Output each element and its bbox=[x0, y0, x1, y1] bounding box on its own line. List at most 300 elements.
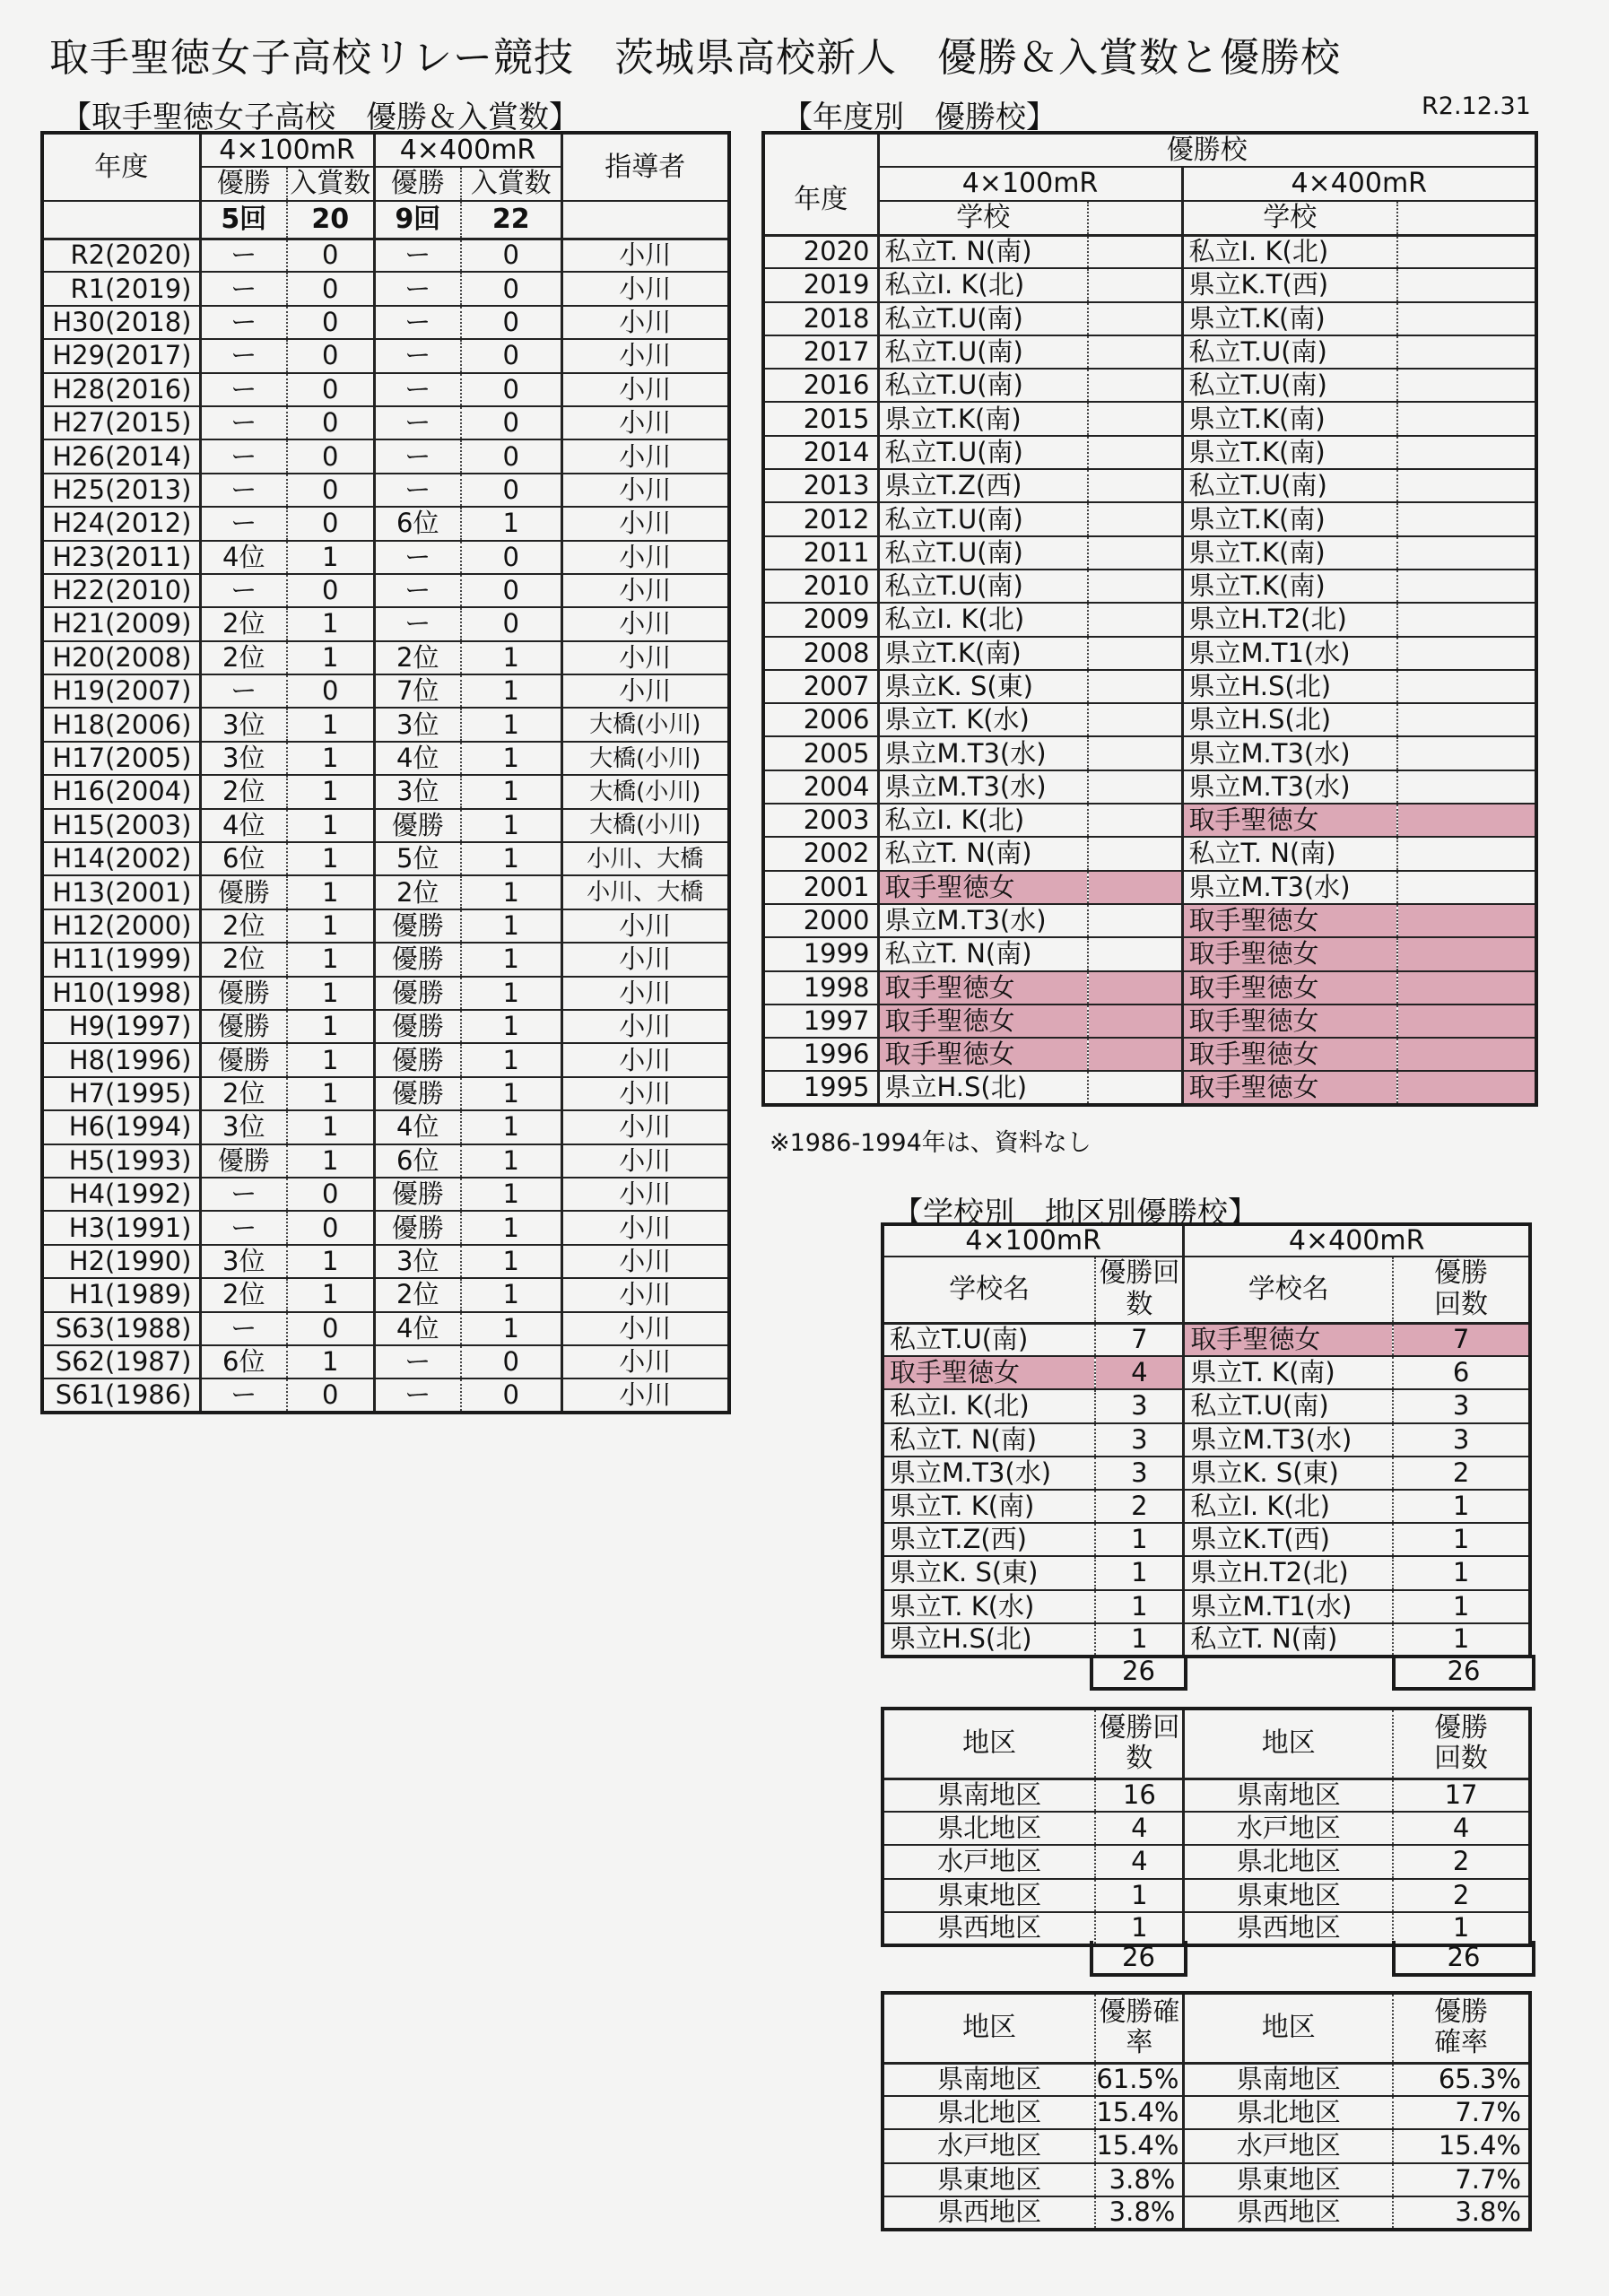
winners-100-school-cell: 県立M.T3(水) bbox=[878, 904, 1088, 937]
records-row bbox=[42, 239, 729, 272]
records-400-win-cell: ー bbox=[374, 607, 461, 640]
winners-400-school-cell: 県立T.K(南) bbox=[1182, 436, 1397, 469]
by-rate-100-rate-cell: 15.4% bbox=[1095, 2129, 1184, 2162]
records-400-win-cell: ー bbox=[374, 239, 461, 272]
records-year-cell: H10(1998) bbox=[42, 977, 200, 1010]
winners-row bbox=[763, 502, 1536, 535]
records-400-win-cell: 6位 bbox=[374, 1144, 461, 1178]
winners-400-blank-cell bbox=[1397, 804, 1536, 837]
records-row bbox=[42, 1178, 729, 1211]
by-region-total-100: 26 bbox=[1090, 1941, 1187, 1977]
winners-400-school-cell: 私立T. N(南) bbox=[1182, 837, 1397, 870]
records-year-cell: H23(2011) bbox=[42, 541, 200, 574]
records-coach-cell: 小川 bbox=[561, 339, 729, 372]
by-region-100-region-cell: 県東地区 bbox=[883, 1879, 1095, 1912]
records-row bbox=[42, 1043, 729, 1076]
records-row bbox=[42, 339, 729, 372]
by-region-100-region-cell: 水戸地区 bbox=[883, 1845, 1095, 1878]
by-school-100-count-cell: 1 bbox=[1095, 1623, 1184, 1657]
records-year-cell: H28(2016) bbox=[42, 373, 200, 406]
records-400-win-cell: 優勝 bbox=[374, 1043, 461, 1076]
by-school-400-name-cell: 私立I. K(北) bbox=[1184, 1490, 1393, 1523]
winners-row bbox=[763, 469, 1536, 502]
records-h-400: 4×400mR bbox=[374, 133, 561, 167]
records-row bbox=[42, 574, 729, 607]
by-school-100-name-cell: 県立T. K(水) bbox=[883, 1590, 1095, 1623]
records-year-cell: H12(2000) bbox=[42, 909, 200, 943]
by-rate-row bbox=[883, 2063, 1530, 2096]
records-coach-cell: 小川、大橋 bbox=[561, 842, 729, 875]
winners-year-cell: 2010 bbox=[763, 570, 878, 603]
records-400-prize-cell: 0 bbox=[461, 339, 561, 372]
winners-100-blank-cell bbox=[1088, 1071, 1182, 1104]
records-100-prize-cell: 1 bbox=[287, 775, 374, 808]
by-school-400-count-cell: 3 bbox=[1393, 1423, 1530, 1457]
winners-row bbox=[763, 335, 1536, 369]
winners-400-school-cell: 取手聖徳女 bbox=[1182, 937, 1397, 970]
records-100-win-cell: 優勝 bbox=[200, 1010, 287, 1043]
by-school-h-count-100: 優勝回数 bbox=[1095, 1257, 1184, 1323]
records-coach-cell: 小川 bbox=[561, 1211, 729, 1244]
by-school-100-count-cell: 3 bbox=[1095, 1423, 1184, 1457]
winners-400-blank-cell bbox=[1397, 670, 1536, 703]
winners-100-school-cell: 取手聖徳女 bbox=[878, 1004, 1088, 1038]
winners-100-blank-cell bbox=[1088, 302, 1182, 335]
records-coach-cell: 小川 bbox=[561, 272, 729, 305]
winners-100-blank-cell bbox=[1088, 837, 1182, 870]
winners-year-cell: 2019 bbox=[763, 268, 878, 301]
records-400-prize-cell: 0 bbox=[461, 541, 561, 574]
records-400-prize-cell: 0 bbox=[461, 1345, 561, 1378]
records-100-prize-cell: 0 bbox=[287, 674, 374, 708]
by-school-100-name-cell: 私立T. N(南) bbox=[883, 1423, 1095, 1457]
records-400-win-cell: 4位 bbox=[374, 1110, 461, 1144]
by-school-400-name-cell: 取手聖徳女 bbox=[1184, 1323, 1393, 1356]
winners-400-blank-cell bbox=[1397, 235, 1536, 268]
records-year-cell: H21(2009) bbox=[42, 607, 200, 640]
records-coach-cell: 小川 bbox=[561, 674, 729, 708]
by-school-h-100: 4×100mR bbox=[883, 1224, 1184, 1257]
records-h-win-100: 優勝 bbox=[200, 167, 287, 201]
records-year-cell: H4(1992) bbox=[42, 1178, 200, 1211]
records-400-prize-cell: 0 bbox=[461, 373, 561, 406]
records-year-cell: H20(2008) bbox=[42, 641, 200, 674]
records-coach-cell: 小川 bbox=[561, 977, 729, 1010]
records-year-cell: H2(1990) bbox=[42, 1245, 200, 1278]
winners-100-school-cell: 県立M.T3(水) bbox=[878, 770, 1088, 804]
records-100-win-cell: 2位 bbox=[200, 607, 287, 640]
winners-400-school-cell: 県立H.S(北) bbox=[1182, 670, 1397, 703]
records-coach-cell: 小川 bbox=[561, 406, 729, 439]
records-100-prize-cell: 1 bbox=[287, 541, 374, 574]
by-school-100-name-cell: 県立T. K(南) bbox=[883, 1490, 1095, 1523]
winners-400-blank-cell bbox=[1397, 502, 1536, 535]
winners-row bbox=[763, 1038, 1536, 1071]
winners-row bbox=[763, 436, 1536, 469]
winners-year-cell: 1995 bbox=[763, 1071, 878, 1104]
records-year-cell: H16(2004) bbox=[42, 775, 200, 808]
winners-400-school-cell: 取手聖徳女 bbox=[1182, 904, 1397, 937]
records-100-prize-cell: 1 bbox=[287, 1144, 374, 1178]
winners-100-school-cell: 私立I. K(北) bbox=[878, 804, 1088, 837]
by-school-400-count-cell: 1 bbox=[1393, 1623, 1530, 1657]
records-100-prize-cell: 0 bbox=[287, 1211, 374, 1244]
by-school-100-name-cell: 県立M.T3(水) bbox=[883, 1457, 1095, 1490]
winners-400-blank-cell bbox=[1397, 369, 1536, 402]
records-h-coach: 指導者 bbox=[561, 133, 729, 201]
winners-100-school-cell: 県立H.S(北) bbox=[878, 1071, 1088, 1104]
winners-100-school-cell: 県立T.Z(西) bbox=[878, 469, 1088, 502]
winners-400-blank-cell bbox=[1397, 570, 1536, 603]
records-coach-cell: 小川 bbox=[561, 1144, 729, 1178]
records-100-win-cell: ー bbox=[200, 406, 287, 439]
records-100-prize-cell: 0 bbox=[287, 507, 374, 540]
records-row bbox=[42, 842, 729, 875]
records-100-prize-cell: 0 bbox=[287, 1178, 374, 1211]
records-row bbox=[42, 1245, 729, 1278]
records-row bbox=[42, 1077, 729, 1110]
records-400-prize-cell: 1 bbox=[461, 1312, 561, 1345]
records-400-win-cell: ー bbox=[374, 373, 461, 406]
winners-100-blank-cell bbox=[1088, 971, 1182, 1004]
records-100-win-cell: 優勝 bbox=[200, 1043, 287, 1076]
records-100-win-cell: ー bbox=[200, 674, 287, 708]
winners-row bbox=[763, 871, 1536, 904]
by-rate-row bbox=[883, 2163, 1530, 2196]
by-school-100-name-cell: 県立H.S(北) bbox=[883, 1623, 1095, 1657]
records-total-100-prize: 20 bbox=[287, 201, 374, 239]
records-100-prize-cell: 0 bbox=[287, 272, 374, 305]
winners-400-school-cell: 取手聖徳女 bbox=[1182, 971, 1397, 1004]
by-school-400-count-cell: 2 bbox=[1393, 1457, 1530, 1490]
by-rate-100-region-cell: 県南地区 bbox=[883, 2063, 1095, 2096]
by-region-h-count-100: 優勝回数 bbox=[1095, 1709, 1184, 1779]
winners-400-school-cell: 県立M.T3(水) bbox=[1182, 736, 1397, 770]
winners-100-school-cell: 取手聖徳女 bbox=[878, 971, 1088, 1004]
records-coach-cell: 小川 bbox=[561, 1110, 729, 1144]
winners-400-school-cell: 県立T.K(南) bbox=[1182, 302, 1397, 335]
winners-year-cell: 2003 bbox=[763, 804, 878, 837]
by-rate-h-rate-100: 優勝確率 bbox=[1095, 1993, 1184, 2063]
records-row bbox=[42, 775, 729, 808]
by-rate-h-rate-400: 優勝確率 bbox=[1393, 1993, 1530, 2063]
records-100-win-cell: ー bbox=[200, 474, 287, 507]
winners-year-cell: 2011 bbox=[763, 536, 878, 570]
winners-row bbox=[763, 1071, 1536, 1104]
winners-h-winner: 優勝校 bbox=[878, 133, 1536, 167]
winners-100-school-cell: 私立T.U(南) bbox=[878, 302, 1088, 335]
by-region-row bbox=[883, 1812, 1530, 1845]
by-school-100-count-cell: 2 bbox=[1095, 1490, 1184, 1523]
records-coach-cell: 小川 bbox=[561, 373, 729, 406]
by-rate-h-region-400: 地区 bbox=[1184, 1993, 1393, 2063]
by-region-table bbox=[881, 1707, 1532, 1947]
records-400-prize-cell: 0 bbox=[461, 439, 561, 473]
winners-400-blank-cell bbox=[1397, 637, 1536, 670]
records-400-prize-cell: 1 bbox=[461, 1144, 561, 1178]
records-400-prize-cell: 0 bbox=[461, 474, 561, 507]
by-region-row bbox=[883, 1779, 1530, 1812]
winners-100-school-cell: 県立M.T3(水) bbox=[878, 736, 1088, 770]
by-rate-100-region-cell: 県北地区 bbox=[883, 2096, 1095, 2129]
winners-100-school-cell: 取手聖徳女 bbox=[878, 1038, 1088, 1071]
records-100-prize-cell: 0 bbox=[287, 574, 374, 607]
winners-100-school-cell: 私立I. K(北) bbox=[878, 268, 1088, 301]
winners-100-blank-cell bbox=[1088, 335, 1182, 369]
winners-400-school-cell: 県立M.T3(水) bbox=[1182, 871, 1397, 904]
records-year-cell: H13(2001) bbox=[42, 875, 200, 909]
records-100-win-cell: 2位 bbox=[200, 943, 287, 976]
by-school-400-name-cell: 私立T. N(南) bbox=[1184, 1623, 1393, 1657]
by-school-h-name-100: 学校名 bbox=[883, 1257, 1095, 1323]
winners-400-school-cell: 県立T.K(南) bbox=[1182, 402, 1397, 435]
records-400-win-cell: 2位 bbox=[374, 875, 461, 909]
records-section-title: 【取手聖徳女子高校 優勝＆入賞数】 bbox=[61, 100, 579, 135]
records-year-cell: H26(2014) bbox=[42, 439, 200, 473]
records-h-prize-400: 入賞数 bbox=[461, 167, 561, 201]
winners-h-year-top bbox=[763, 133, 878, 167]
winners-row bbox=[763, 369, 1536, 402]
by-rate-400-region-cell: 水戸地区 bbox=[1184, 2129, 1393, 2162]
records-400-win-cell: 優勝 bbox=[374, 977, 461, 1010]
by-rate-400-rate-cell: 65.3% bbox=[1393, 2063, 1530, 2096]
by-region-100-count-cell: 4 bbox=[1095, 1812, 1184, 1845]
records-h-year: 年度 bbox=[42, 133, 200, 201]
winners-400-blank-cell bbox=[1397, 904, 1536, 937]
by-school-400-count-cell: 1 bbox=[1393, 1590, 1530, 1623]
records-400-win-cell: ー bbox=[374, 406, 461, 439]
winners-400-blank-cell bbox=[1397, 937, 1536, 970]
by-school-400-count-cell: 6 bbox=[1393, 1356, 1530, 1389]
records-400-win-cell: 6位 bbox=[374, 507, 461, 540]
by-school-section-title: 【学校別 地区別優勝校】 bbox=[892, 1196, 1258, 1231]
winners-100-blank-cell bbox=[1088, 703, 1182, 736]
winners-100-blank-cell bbox=[1088, 804, 1182, 837]
records-100-win-cell: ー bbox=[200, 339, 287, 372]
winners-year-cell: 2005 bbox=[763, 736, 878, 770]
records-400-win-cell: 5位 bbox=[374, 842, 461, 875]
winners-h-blank-400 bbox=[1397, 201, 1536, 235]
records-400-prize-cell: 1 bbox=[461, 1278, 561, 1311]
by-rate-400-region-cell: 県東地区 bbox=[1184, 2163, 1393, 2196]
winners-row bbox=[763, 937, 1536, 970]
by-school-row bbox=[883, 1356, 1530, 1389]
records-100-win-cell: 6位 bbox=[200, 842, 287, 875]
records-100-win-cell: 6位 bbox=[200, 1345, 287, 1378]
winners-year-cell: 2002 bbox=[763, 837, 878, 870]
records-100-win-cell: 4位 bbox=[200, 541, 287, 574]
winners-100-school-cell: 私立T.U(南) bbox=[878, 536, 1088, 570]
records-year-cell: H27(2015) bbox=[42, 406, 200, 439]
by-school-table bbox=[881, 1222, 1532, 1658]
records-year-cell: S62(1987) bbox=[42, 1345, 200, 1378]
by-rate-400-rate-cell: 7.7% bbox=[1393, 2163, 1530, 2196]
winners-row bbox=[763, 536, 1536, 570]
records-400-win-cell: ー bbox=[374, 541, 461, 574]
records-400-win-cell: 3位 bbox=[374, 1245, 461, 1278]
records-400-prize-cell: 1 bbox=[461, 1245, 561, 1278]
records-row bbox=[42, 977, 729, 1010]
by-rate-400-region-cell: 県南地区 bbox=[1184, 2063, 1393, 2096]
records-100-win-cell: 3位 bbox=[200, 742, 287, 775]
winners-h-school-400: 学校 bbox=[1182, 201, 1397, 235]
records-year-cell: H29(2017) bbox=[42, 339, 200, 372]
records-row bbox=[42, 373, 729, 406]
records-year-cell: H11(1999) bbox=[42, 943, 200, 976]
records-100-win-cell: ー bbox=[200, 574, 287, 607]
records-400-win-cell: ー bbox=[374, 439, 461, 473]
records-100-prize-cell: 0 bbox=[287, 439, 374, 473]
by-school-400-count-cell: 7 bbox=[1393, 1323, 1530, 1356]
winners-year-cell: 2000 bbox=[763, 904, 878, 937]
records-coach-cell: 小川 bbox=[561, 641, 729, 674]
records-400-prize-cell: 1 bbox=[461, 1110, 561, 1144]
winners-400-blank-cell bbox=[1397, 770, 1536, 804]
winners-100-blank-cell bbox=[1088, 502, 1182, 535]
records-100-win-cell: ー bbox=[200, 272, 287, 305]
records-100-win-cell: 4位 bbox=[200, 809, 287, 842]
winners-h-school-100: 学校 bbox=[878, 201, 1088, 235]
records-100-prize-cell: 1 bbox=[287, 1010, 374, 1043]
by-school-row bbox=[883, 1389, 1530, 1422]
records-total-label-blank bbox=[42, 201, 200, 239]
records-400-prize-cell: 1 bbox=[461, 507, 561, 540]
winners-year-cell: 1998 bbox=[763, 971, 878, 1004]
records-year-cell: H3(1991) bbox=[42, 1211, 200, 1244]
winners-400-blank-cell bbox=[1397, 1004, 1536, 1038]
winners-100-school-cell: 私立T. N(南) bbox=[878, 235, 1088, 268]
by-school-total-100: 26 bbox=[1090, 1655, 1187, 1691]
records-400-prize-cell: 1 bbox=[461, 809, 561, 842]
records-h-win-400: 優勝 bbox=[374, 167, 461, 201]
winners-100-blank-cell bbox=[1088, 570, 1182, 603]
by-school-row bbox=[883, 1423, 1530, 1457]
by-rate-400-region-cell: 県北地区 bbox=[1184, 2096, 1393, 2129]
records-row bbox=[42, 541, 729, 574]
by-school-400-name-cell: 県立K. S(東) bbox=[1184, 1457, 1393, 1490]
by-rate-400-region-cell: 県西地区 bbox=[1184, 2196, 1393, 2230]
winners-year-cell: 2009 bbox=[763, 603, 878, 636]
records-row bbox=[42, 1010, 729, 1043]
records-100-prize-cell: 0 bbox=[287, 373, 374, 406]
records-year-cell: R1(2019) bbox=[42, 272, 200, 305]
winners-100-school-cell: 私立T. N(南) bbox=[878, 937, 1088, 970]
records-coach-cell: 小川 bbox=[561, 607, 729, 640]
date-stamp: R2.12.31 bbox=[1422, 92, 1531, 120]
by-region-400-count-cell: 17 bbox=[1393, 1779, 1530, 1812]
records-400-win-cell: 3位 bbox=[374, 708, 461, 741]
records-coach-cell: 小川 bbox=[561, 909, 729, 943]
winners-100-school-cell: 私立T.U(南) bbox=[878, 369, 1088, 402]
records-100-prize-cell: 1 bbox=[287, 1245, 374, 1278]
records-coach-cell: 小川 bbox=[561, 507, 729, 540]
records-400-prize-cell: 0 bbox=[461, 607, 561, 640]
winners-year-cell: 2013 bbox=[763, 469, 878, 502]
winners-100-blank-cell bbox=[1088, 436, 1182, 469]
winners-row bbox=[763, 268, 1536, 301]
records-100-prize-cell: 0 bbox=[287, 406, 374, 439]
winners-400-blank-cell bbox=[1397, 736, 1536, 770]
records-table bbox=[40, 131, 731, 1414]
winners-400-blank-cell bbox=[1397, 302, 1536, 335]
records-100-prize-cell: 1 bbox=[287, 875, 374, 909]
records-row bbox=[42, 909, 729, 943]
winners-row bbox=[763, 302, 1536, 335]
by-school-row bbox=[883, 1457, 1530, 1490]
winners-400-blank-cell bbox=[1397, 871, 1536, 904]
records-100-win-cell: ー bbox=[200, 1378, 287, 1412]
records-coach-cell: 小川 bbox=[561, 239, 729, 272]
records-400-prize-cell: 1 bbox=[461, 1043, 561, 1076]
records-100-prize-cell: 1 bbox=[287, 1077, 374, 1110]
records-year-cell: H18(2006) bbox=[42, 708, 200, 741]
by-region-400-count-cell: 1 bbox=[1393, 1912, 1530, 1945]
winners-row bbox=[763, 971, 1536, 1004]
records-400-win-cell: 優勝 bbox=[374, 909, 461, 943]
records-year-cell: H17(2005) bbox=[42, 742, 200, 775]
records-100-prize-cell: 0 bbox=[287, 306, 374, 339]
records-100-prize-cell: 1 bbox=[287, 742, 374, 775]
by-school-100-count-cell: 1 bbox=[1095, 1556, 1184, 1589]
winners-100-school-cell: 私立T.U(南) bbox=[878, 335, 1088, 369]
records-row bbox=[42, 507, 729, 540]
by-school-row bbox=[883, 1623, 1530, 1657]
winners-year-cell: 1997 bbox=[763, 1004, 878, 1038]
records-400-prize-cell: 1 bbox=[461, 1178, 561, 1211]
by-region-100-count-cell: 4 bbox=[1095, 1845, 1184, 1878]
winners-100-blank-cell bbox=[1088, 637, 1182, 670]
records-100-prize-cell: 0 bbox=[287, 474, 374, 507]
records-400-win-cell: ー bbox=[374, 1378, 461, 1412]
records-year-cell: H6(1994) bbox=[42, 1110, 200, 1144]
records-year-cell: S61(1986) bbox=[42, 1378, 200, 1412]
records-400-win-cell: 7位 bbox=[374, 674, 461, 708]
records-400-win-cell: ー bbox=[374, 1345, 461, 1378]
records-100-prize-cell: 1 bbox=[287, 1345, 374, 1378]
winners-h-blank-100 bbox=[1088, 201, 1182, 235]
records-400-prize-cell: 1 bbox=[461, 875, 561, 909]
records-400-prize-cell: 0 bbox=[461, 406, 561, 439]
winners-100-blank-cell bbox=[1088, 871, 1182, 904]
records-400-prize-cell: 1 bbox=[461, 1211, 561, 1244]
winners-400-school-cell: 県立T.K(南) bbox=[1182, 536, 1397, 570]
records-400-win-cell: ー bbox=[374, 574, 461, 607]
records-coach-cell: 小川 bbox=[561, 541, 729, 574]
by-school-row bbox=[883, 1556, 1530, 1589]
records-100-prize-cell: 0 bbox=[287, 1312, 374, 1345]
by-school-100-name-cell: 県立K. S(東) bbox=[883, 1556, 1095, 1589]
records-400-win-cell: 優勝 bbox=[374, 1010, 461, 1043]
winners-400-blank-cell bbox=[1397, 335, 1536, 369]
records-400-prize-cell: 1 bbox=[461, 674, 561, 708]
records-400-prize-cell: 1 bbox=[461, 641, 561, 674]
by-school-row bbox=[883, 1523, 1530, 1556]
by-school-100-count-cell: 3 bbox=[1095, 1457, 1184, 1490]
records-100-prize-cell: 1 bbox=[287, 842, 374, 875]
winners-400-school-cell: 県立T.K(南) bbox=[1182, 570, 1397, 603]
records-coach-cell: 小川 bbox=[561, 306, 729, 339]
records-100-prize-cell: 1 bbox=[287, 708, 374, 741]
winners-row bbox=[763, 235, 1536, 268]
by-region-h-region-400: 地区 bbox=[1184, 1709, 1393, 1779]
records-coach-cell: 大橋(小川) bbox=[561, 809, 729, 842]
records-year-cell: H24(2012) bbox=[42, 507, 200, 540]
records-coach-cell: 小川 bbox=[561, 1378, 729, 1412]
winners-100-blank-cell bbox=[1088, 670, 1182, 703]
winners-100-school-cell: 県立T.K(南) bbox=[878, 402, 1088, 435]
records-100-prize-cell: 0 bbox=[287, 239, 374, 272]
records-coach-cell: 小川 bbox=[561, 1278, 729, 1311]
